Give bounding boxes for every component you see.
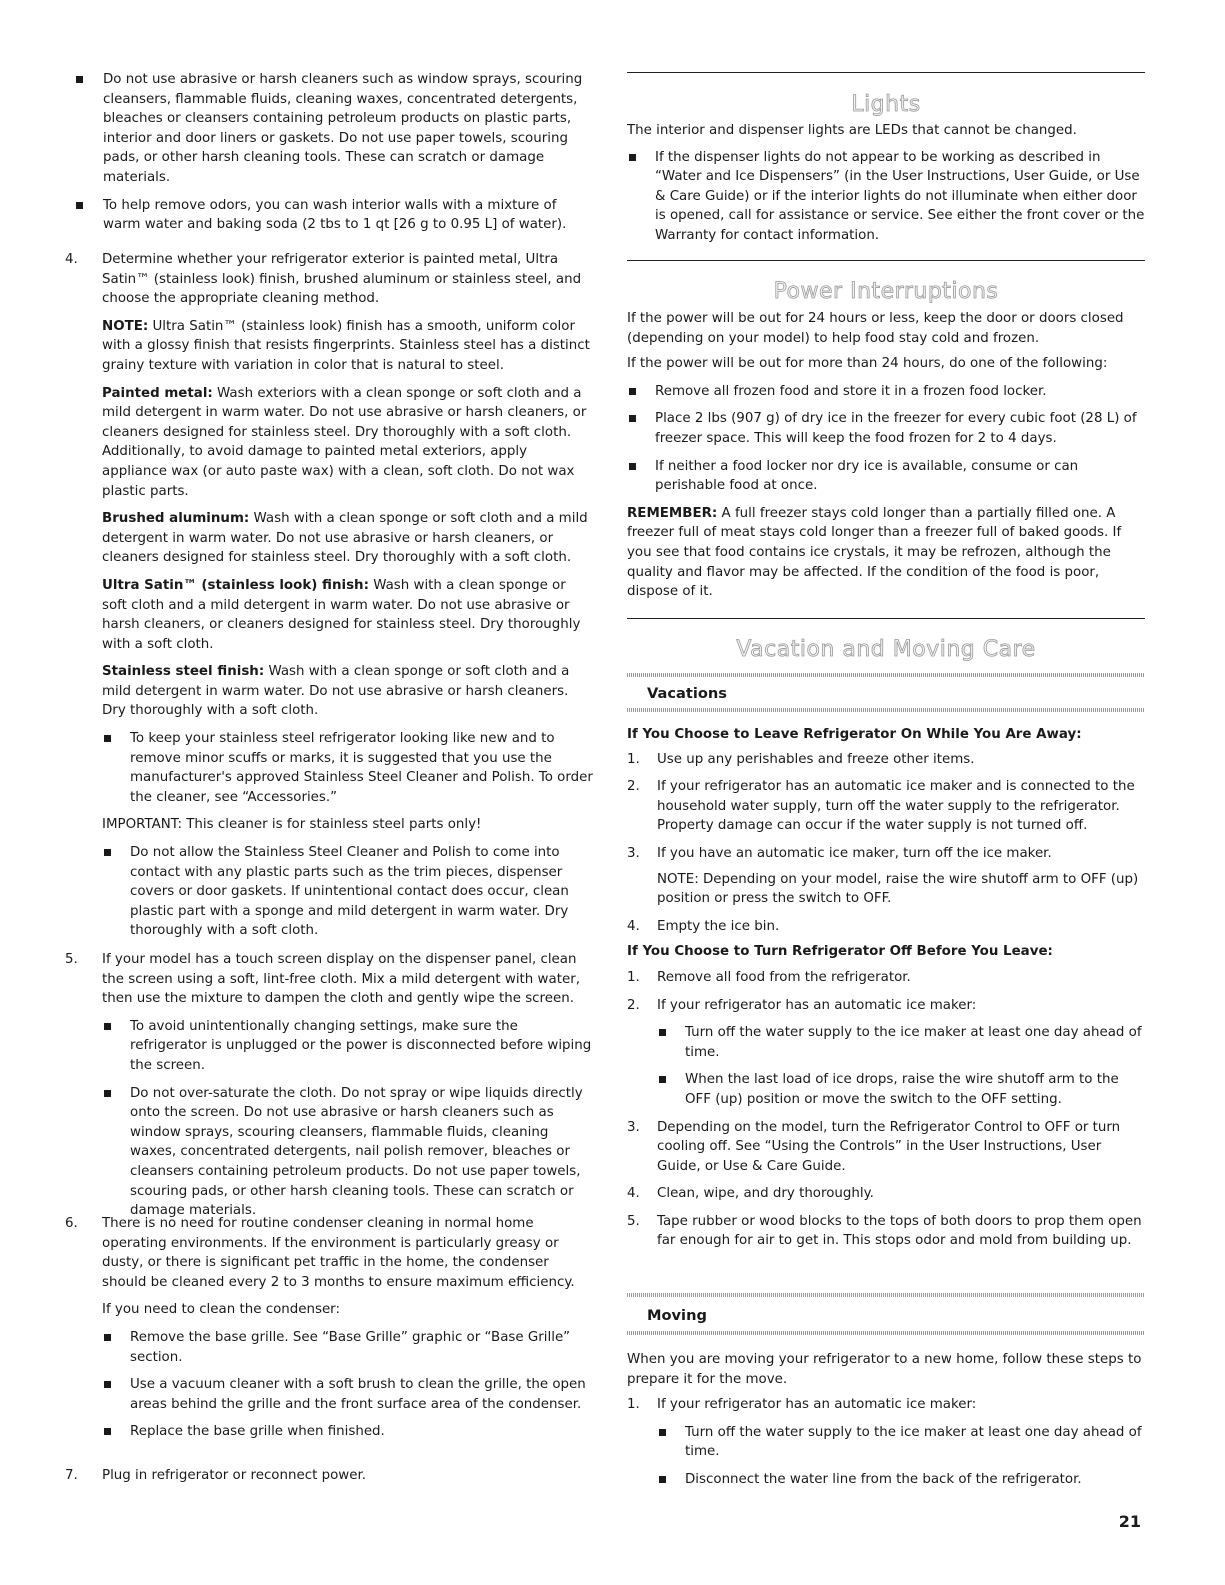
list-item: If neither a food locker nor dry ice is available, consume or can perishable food at once. (627, 457, 1145, 496)
list-item: 1. Use up any perishables and freeze other items. (627, 751, 975, 767)
step-number: 5. (65, 952, 78, 967)
list-item: 2. If your refrigerator has an automatic ice maker: (627, 997, 977, 1013)
list-item: Disconnect the water line from the back of the refrigerator. (657, 1470, 1145, 1490)
note-paragraph: NOTE: Depending on your model, raise the wire shutoff arm to OFF (up) position or press the switch to OFF. (657, 871, 1139, 907)
step-6-block (65, 1214, 593, 1442)
moving-section (627, 1350, 1145, 1490)
brushed-aluminum-paragraph: Brushed aluminum: Wash with a clean sponge or soft cloth and a mild detergent in warm water. Do not use abrasive or harsh cleaners, or cleaners designed for stainless steel. Dry thoroughly with a soft cloth. (102, 511, 588, 566)
list-item: Do not allow the Stainless Steel Cleaner and Polish to come into contact with any plastic parts such as the trim pieces, dispenser covers or door gaskets. If unintentional contact does occur, clean plastic part with a sponge and mild detergent in warm water. Dry thoroughly with a soft cloth. (102, 843, 593, 941)
step-6: 6. There is no need for routine condenser cleaning in normal home operating environments. If the environment is particularly greasy or dusty, or there is significant pet traffic in the home, the condenser should be cleaned every 2 to 3 months to ensure maximum efficiency. (65, 1216, 575, 1290)
list-item: Remove the base grille. See “Base Grille” graphic or “Base Grille” section. (102, 1328, 593, 1367)
step-number: 7. (65, 1468, 78, 1483)
lights-intro: The interior and dispenser lights are LEDs that cannot be changed. (627, 123, 1077, 138)
subheading-band (627, 1293, 1145, 1297)
step-7-block (65, 1466, 593, 1486)
moving-intro: When you are moving your refrigerator to a new home, follow these steps to prepare it for the move. (627, 1352, 1142, 1387)
step-7: 7. Plug in refrigerator or reconnect power. (65, 1466, 593, 1486)
section-title-vacation-moving: Vacation and Moving Care (736, 637, 1036, 662)
step-5-block (65, 950, 593, 1221)
list-item: Turn off the water supply to the ice maker at least one day ahead of time. (657, 1023, 1145, 1062)
leave-on-heading: If You Choose to Leave Refrigerator On While You Are Away: (627, 727, 1082, 742)
subheading-moving: Moving (647, 1307, 707, 1324)
list-item: To avoid unintentionally changing settings, make sure the refrigerator is unplugged or the power is disconnected before wiping the screen. (102, 1017, 593, 1076)
painted-metal-paragraph: Painted metal: Wash exteriors with a clean sponge or soft cloth and a mild detergent in warm water. Do not use abrasive or harsh cleaners, or cleaners designed for stainless steel. Dry thoroughly with a soft cloth. Additionally, to avoid damage to painted metal exteriors, apply appliance wax (or auto paste wax) with a clean, soft cloth. Do not wax plastic parts. (102, 385, 587, 499)
list-item: 1. If your refrigerator has an automatic ice maker: (627, 1397, 977, 1413)
power-paragraph: If the power will be out for more than 24 hours, do one of the following: (627, 356, 1108, 372)
left-top-block (65, 70, 593, 235)
list-item: 1. Remove all food from the refrigerator. (627, 969, 911, 985)
list-item: Do not use abrasive or harsh cleaners such as window sprays, scouring cleansers, flammable fluids, cleaning waxes, concentrated detergents, bleaches or cleansers containing petroleum products on plastic parts, interior and door liners or gaskets. Do not use paper towels, scouring pads, or other harsh cleaning tools. These can scratch or damage materials. (65, 70, 593, 188)
section-divider (627, 260, 1145, 261)
step-number: 4. (65, 252, 78, 267)
list-item: If the dispenser lights do not appear to be working as described in “Water and Ice Dispensers” (in the User Instructions, User Guide, or Use & Care Guide) or if the interior lights do not illuminate when either door is opened, call for assistance or service. See either the front cover or the Warranty for contact information. (627, 148, 1145, 246)
section-divider (627, 72, 1145, 73)
list-item: 3. Depending on the model, turn the Refrigerator Control to OFF or turn cooling off. See “Using the Controls” in the User Instructions, User Guide, or Use & Care Guide. (627, 1119, 1121, 1174)
subheading-band (627, 1331, 1145, 1335)
step-number: 6. (65, 1216, 78, 1231)
remember-paragraph: REMEMBER: A full freezer stays cold longer than a partially filled one. A freezer full of meat stays cold longer than a freezer full of baked goods. If you see that food contains ice crystals, it may be refrozen, although the quality and flavor may be affected. If the condition of the food is poor, dispose of it. (627, 505, 1122, 600)
list-item: Place 2 lbs (907 g) of dry ice in the freezer for every cubic foot (28 L) of freezer space. This will keep the food frozen for 2 to 4 days. (627, 409, 1145, 448)
step-4-block (65, 250, 593, 941)
power-section (627, 309, 1145, 602)
list-item: Remove all frozen food and store it in a frozen food locker. (627, 382, 1145, 402)
power-paragraph: If the power will be out for 24 hours or less, keep the door or doors closed (depending on your model) to help food stay cold and frozen. (627, 311, 1124, 346)
list-item: 3. If you have an automatic ice maker, turn off the ice maker. (627, 845, 1052, 861)
note-paragraph: NOTE: Ultra Satin™ (stainless look) finish has a smooth, uniform color with a glossy finish that resists fingerprints. Stainless steel has a distinct grainy texture with variation in color that is natural to steel. (102, 318, 590, 373)
list-item: To help remove odors, you can wash interior walls with a mixture of warm water and baking soda (2 tbs to 1 qt [26 g to 0.95 L] of water). (65, 196, 593, 235)
section-divider (627, 618, 1145, 619)
list-item: 5. Tape rubber or wood blocks to the tops of both doors to prop them open far enough for air to get in. This stops odor and mold from building up. (627, 1213, 1142, 1249)
lights-section (627, 121, 1145, 246)
subheading-band (627, 708, 1145, 712)
list-item: Replace the base grille when finished. (102, 1422, 593, 1442)
ultra-satin-paragraph: Ultra Satin™ (stainless look) finish: Wash with a clean sponge or soft cloth and a mild detergent in warm water. Do not use abrasive or harsh cleaners, or cleaners designed for stainless steel. Dry thoroughly with a soft cloth. (102, 577, 581, 652)
list-item: To keep your stainless steel refrigerator looking like new and to remove minor scuffs or marks, it is suggested that you use the manufacturer's approved Stainless Steel Cleaner and Polish. To order the cleaner, see “Accessories.” (102, 729, 593, 807)
list-item: Do not over-saturate the cloth. Do not spray or wipe liquids directly onto the screen. Do not use abrasive or harsh cleaners such as window sprays, scouring cleansers, flammable fluids, cleaning waxes, concentrated detergents, nail polish remover, bleaches or cleansers containing petroleum products. Do not use paper towels, scouring pads, or other harsh cleaning tools. These can scratch or damage materials. (102, 1084, 593, 1221)
vacations-section (627, 725, 1145, 1251)
list-item: Turn off the water supply to the ice maker at least one day ahead of time. (657, 1423, 1145, 1462)
step-4: 4. Determine whether your refrigerator exterior is painted metal, Ultra Satin™ (stainless look) finish, brushed aluminum or stainless steel, and choose the appropriate cleaning method. (65, 252, 582, 307)
list-item: 4. Empty the ice bin. (627, 918, 780, 934)
list-item: 2. If your refrigerator has an automatic ice maker and is connected to the household water supply, turn off the water supply to the refrigerator. Property damage can occur if the water supply is not turned off. (627, 779, 1135, 834)
condenser-intro: If you need to clean the condenser: (102, 1302, 340, 1318)
stainless-steel-paragraph: Stainless steel finish: Wash with a clean sponge or soft cloth and a mild detergent in warm water. Do not use abrasive or harsh cleaners. Dry thoroughly with a soft cloth. (102, 664, 570, 719)
step-5: 5. If your model has a touch screen display on the dispenser panel, clean the screen using a soft, lint-free cloth. Mix a mild detergent with water, then use the mixture to dampen the cloth and gently wipe the screen. (65, 952, 580, 1007)
section-title-lights: Lights (851, 92, 921, 117)
list-item: When the last load of ice drops, raise the wire shutoff arm to the OFF (up) position or move the switch to the OFF setting. (657, 1070, 1145, 1109)
page-number: 21 (1118, 1512, 1141, 1531)
important-paragraph: IMPORTANT: This cleaner is for stainless steel parts only! (102, 817, 482, 833)
turn-off-heading: If You Choose to Turn Refrigerator Off Before You Leave: (627, 944, 1053, 960)
subheading-band (627, 673, 1145, 677)
subheading-vacations: Vacations (647, 685, 727, 702)
list-item: Use a vacuum cleaner with a soft brush to clean the grille, the open areas behind the grille and the front surface area of the condenser. (102, 1375, 593, 1414)
list-item: 4. Clean, wipe, and dry thoroughly. (627, 1186, 874, 1202)
section-title-power-interruptions: Power Interruptions (773, 279, 999, 304)
